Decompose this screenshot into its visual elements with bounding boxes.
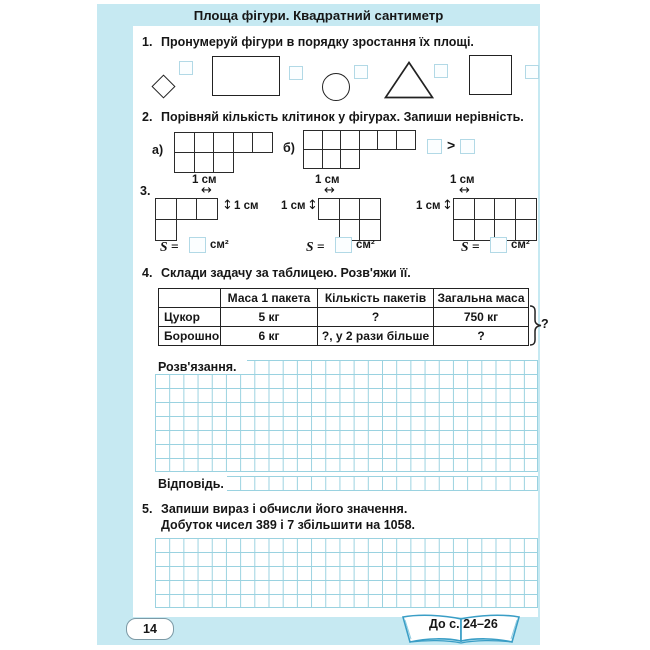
table-cell: Борошно: [159, 327, 221, 346]
grid-cell: [318, 198, 340, 220]
task5-line1: Запиши вираз і обчисли його значення.: [161, 502, 408, 516]
grid-cell: [494, 198, 516, 220]
cell-row: [303, 149, 416, 169]
grid-cell: [194, 132, 215, 153]
cell-row: [303, 130, 416, 150]
grid-cell: [213, 132, 234, 153]
footer-reference[interactable]: До с. 24–26: [429, 617, 498, 631]
grid-cell: [155, 198, 177, 220]
task3-fig2-unit-suffix: см²: [356, 239, 375, 251]
task2-text: Порівняй кількість клітинок у фігурах. Запиши нерівність.: [161, 110, 524, 124]
task1-answer-box-1[interactable]: [179, 61, 193, 75]
table-cell: ?: [318, 308, 434, 327]
task1-text: Пронумеруй фігури в порядку зростання їх площі.: [161, 35, 474, 49]
v-arrow-icon: ↕: [307, 198, 318, 213]
task3-fig1-answer-box[interactable]: [189, 237, 206, 253]
task3-fig3-side-unit: 1 см: [416, 200, 441, 212]
task2-compare-box-right[interactable]: [460, 139, 475, 154]
grid-cell: [453, 198, 475, 220]
task3-fig3-s-label: S =: [461, 239, 480, 254]
task5-number: 5.: [142, 502, 153, 516]
task4-number: 4.: [142, 266, 153, 280]
solution-grid-area[interactable]: [155, 360, 538, 472]
grid-cell: [515, 198, 537, 220]
task3-fig3-answer-box[interactable]: [490, 237, 507, 253]
task3-figure-3: [453, 198, 537, 241]
page-title: Площа фігури. Квадратний сантиметр: [193, 8, 444, 23]
task1-number: 1.: [142, 35, 153, 49]
table-header-cell: [159, 289, 221, 308]
table-row: [159, 308, 529, 327]
task3-fig1-top-unit: 1 см: [192, 174, 217, 186]
greater-than-sign: >: [447, 137, 456, 153]
table-header-cell: Загальна маса: [434, 289, 529, 308]
task2-item-b-label: б): [283, 141, 295, 155]
cell-row: [174, 152, 273, 173]
table-cell: ?, у 2 рази більше: [318, 327, 434, 346]
cell-row: [453, 198, 537, 220]
grid-cell: [303, 149, 323, 169]
grid-cell: [252, 132, 273, 153]
task2-figure-b: [303, 130, 416, 169]
h-arrow-icon: ↔: [201, 183, 212, 198]
grid-cell: [359, 130, 379, 150]
task3-fig1-side-unit: 1 см: [234, 200, 259, 212]
task3-fig2-top-unit: 1 см: [315, 174, 340, 186]
task2-figure-a: [174, 132, 273, 173]
grid-cell: [340, 130, 360, 150]
grid-cell: [474, 198, 496, 220]
grid-cell: [174, 132, 195, 153]
task3-fig2-side-unit: 1 см: [281, 200, 306, 212]
table-cell: 750 кг: [434, 308, 529, 327]
grid-cell: [303, 130, 323, 150]
grid-cell: [322, 130, 342, 150]
solution-label: Розв'язання.: [158, 360, 237, 374]
grid-cell: [396, 130, 416, 150]
cell-row: [155, 198, 218, 220]
task3-fig3-unit-suffix: см²: [511, 239, 530, 251]
grid-cell: [377, 130, 397, 150]
task1-answer-box-2[interactable]: [289, 66, 303, 80]
task4-text: Склади задачу за таблицею. Розв'яжи її.: [161, 266, 411, 280]
task1-answer-box-3[interactable]: [354, 65, 368, 79]
task3-figure-1: [155, 198, 218, 241]
task5-line2: Добуток чисел 389 і 7 збільшити на 1058.: [161, 518, 415, 532]
table-row: [159, 327, 529, 346]
circle-shape: [322, 73, 350, 101]
table-cell: Цукор: [159, 308, 221, 327]
square-shape: [469, 55, 512, 95]
task2-number: 2.: [142, 110, 153, 124]
grid-cell: [196, 198, 218, 220]
grid-cell: [453, 219, 475, 241]
h-arrow-icon: ↔: [324, 183, 335, 198]
v-arrow-icon: ↕: [222, 198, 233, 213]
grid-cell: [213, 152, 234, 173]
brace-icon: [528, 304, 542, 347]
task3-figure-2: [318, 198, 381, 241]
grid-cell: [359, 219, 381, 241]
task3-fig2-s-label: S =: [306, 239, 325, 254]
table-cell: 6 кг: [221, 327, 318, 346]
grid-cell: [339, 198, 361, 220]
task3-number: 3.: [140, 184, 151, 198]
task1-answer-box-5[interactable]: [525, 65, 539, 79]
task2-compare-box-left[interactable]: [427, 139, 442, 154]
task5-grid-area[interactable]: [155, 538, 538, 608]
grid-cell: [340, 149, 360, 169]
cell-row: [318, 198, 381, 220]
task3-fig1-s-label: S =: [160, 239, 179, 254]
cell-row: [174, 132, 273, 153]
table-header-cell: Кількість пакетів: [318, 289, 434, 308]
v-arrow-icon: ↕: [442, 198, 453, 213]
page-number-badge: 14: [126, 618, 174, 640]
triangle-shape: [384, 61, 434, 99]
rectangle-shape: [212, 56, 280, 96]
table-header-cell: Маса 1 пакета: [221, 289, 318, 308]
task3-fig1-unit-suffix: см²: [210, 239, 229, 251]
cell-row: [155, 219, 218, 241]
task4-table: [158, 288, 529, 346]
table-cell: 5 кг: [221, 308, 318, 327]
grid-cell: [155, 219, 177, 241]
table-cell: ?: [434, 327, 529, 346]
task3-fig3-top-unit: 1 см: [450, 174, 475, 186]
h-arrow-icon: ↔: [459, 183, 470, 198]
grid-cell: [194, 152, 215, 173]
grid-cell: [359, 198, 381, 220]
grid-cell: [174, 152, 195, 173]
grid-cell: [322, 149, 342, 169]
task1-answer-box-4[interactable]: [434, 64, 448, 78]
task3-fig2-answer-box[interactable]: [335, 237, 352, 253]
task4-brace-label: ?: [541, 317, 549, 331]
grid-cell: [176, 198, 198, 220]
answer-label: Відповідь.: [158, 477, 224, 491]
task2-item-a-label: а): [152, 143, 164, 157]
grid-cell: [515, 219, 537, 241]
grid-cell: [233, 132, 254, 153]
